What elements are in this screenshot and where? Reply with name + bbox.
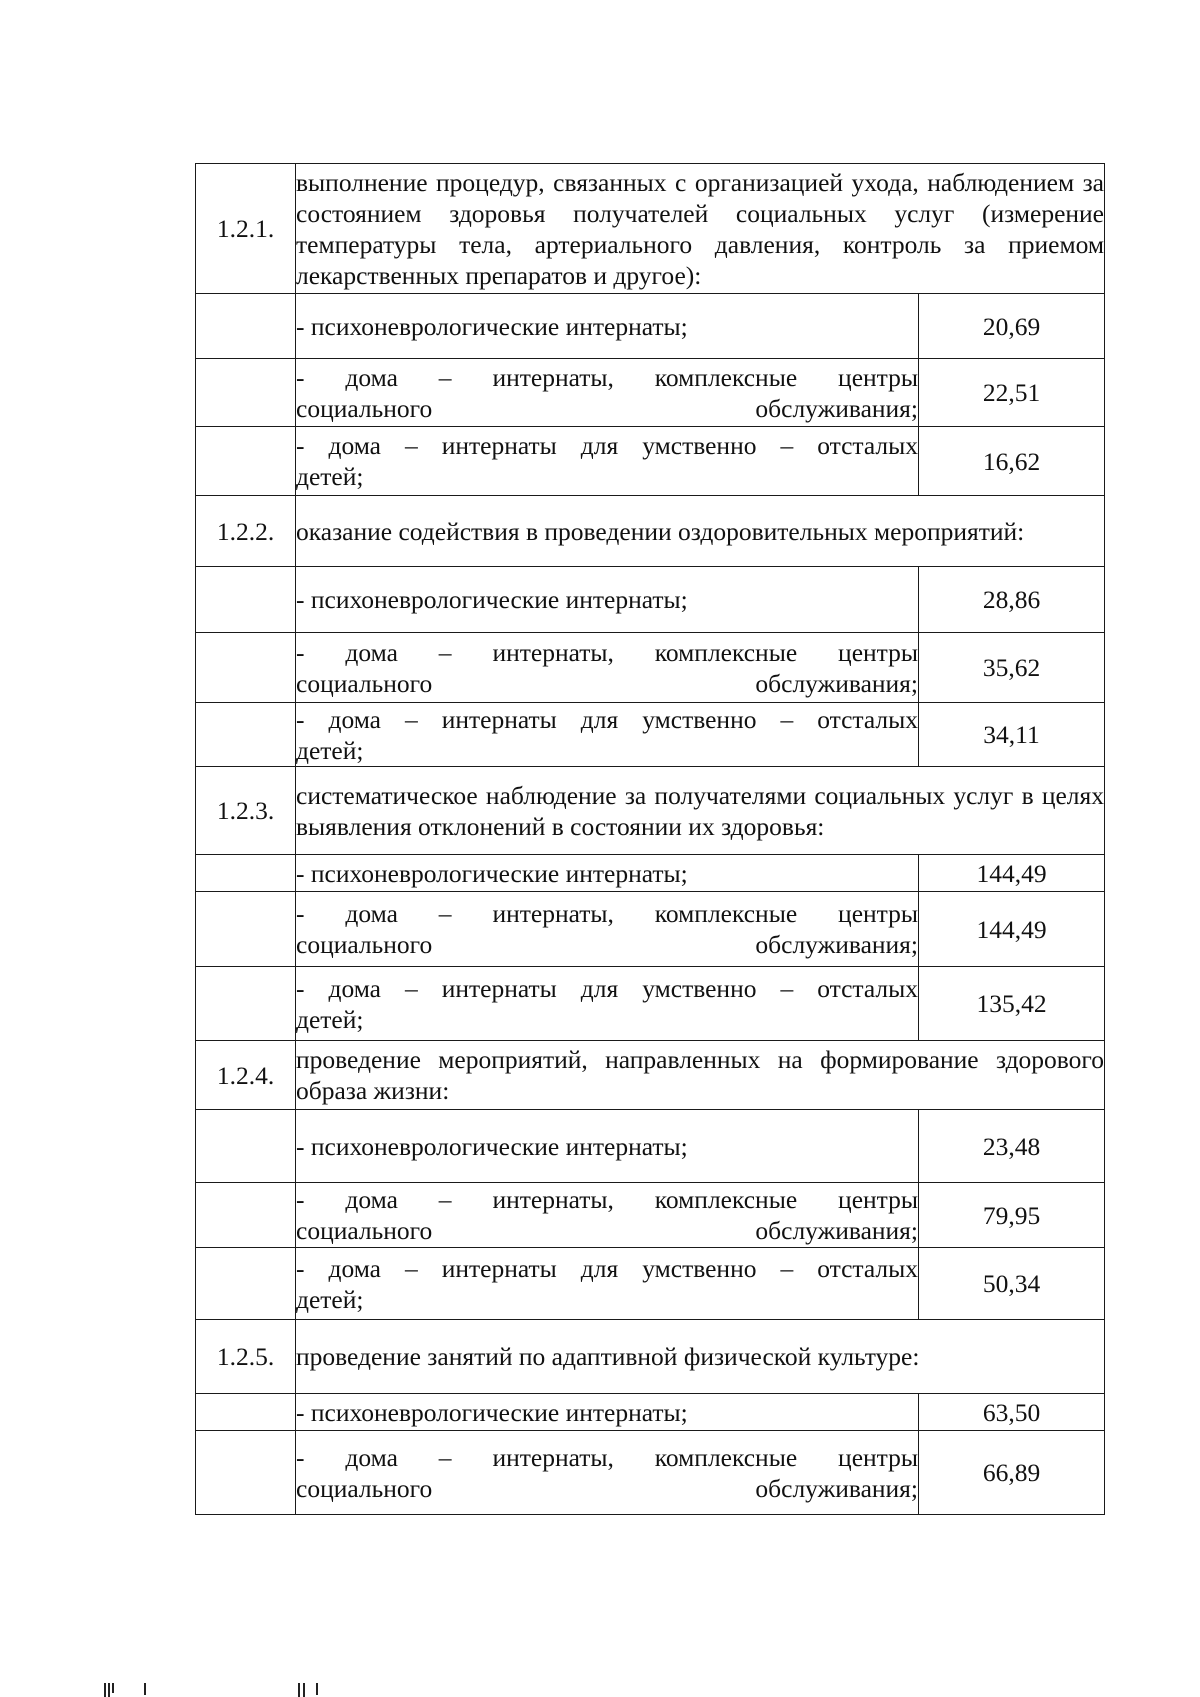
item-label-line: - дома – интернаты, комплексные центры (296, 362, 918, 392)
section-title: проведение мероприятий, направленных на формирование здорового образа жизни: (296, 1041, 1105, 1110)
item-value: 144,49 (919, 855, 1105, 892)
item-label-line: социального обслуживания; (296, 1216, 918, 1245)
item-value: 35,62 (919, 633, 1105, 703)
item-label: - психоневрологические интернаты; (296, 1110, 919, 1183)
empty-cell (196, 703, 296, 767)
item-label-line: детей; (296, 1004, 364, 1034)
item-label (296, 633, 919, 703)
tariff-table (195, 163, 1105, 1515)
item-label (296, 427, 919, 496)
item-label-line: социального обслуживания; (296, 393, 918, 423)
section-number: 1.2.4. (196, 1041, 296, 1110)
section-title: систематическое наблюдение за получателями социальных услуг в целях выявления отклонений в состоянии их здоровья: (296, 767, 1105, 855)
empty-cell (196, 1248, 296, 1320)
item-label (296, 892, 919, 967)
empty-cell (196, 633, 296, 703)
section-title: проведение занятий по адаптивной физической культуре: (296, 1320, 1105, 1394)
table-row (196, 1431, 1105, 1515)
empty-cell (196, 567, 296, 633)
item-label-line: - дома – интернаты для умственно – отсталых (296, 1253, 918, 1283)
section-number: 1.2.5. (196, 1320, 296, 1394)
table-row (196, 967, 1105, 1041)
empty-cell (196, 855, 296, 892)
item-label: - психоневрологические интернаты; (296, 1394, 919, 1431)
item-label-line: детей; (296, 1284, 364, 1314)
item-label (296, 359, 919, 427)
section-row (196, 767, 1105, 855)
item-value: 34,11 (919, 703, 1105, 767)
item-label-line: - дома – интернаты для умственно – отсталых (296, 973, 918, 1003)
table-row (196, 1183, 1105, 1248)
item-label-line: - дома – интернаты, комплексные центры (296, 1185, 918, 1214)
section-row (196, 1320, 1105, 1394)
section-title: выполнение процедур, связанных с организацией ухода, наблюдением за состоянием здоровья получателей социальных услуг (измерение температуры тела, артериального давления, контроль за приемом лекарственных препаратов и другое): (296, 164, 1105, 294)
table-row (196, 892, 1105, 967)
empty-cell (196, 892, 296, 967)
item-label-line: - дома – интернаты, комплексные центры (296, 1442, 918, 1472)
item-value: 135,42 (919, 967, 1105, 1041)
item-label-line: социального обслуживания; (296, 930, 918, 959)
table-row (196, 855, 1105, 892)
empty-cell (196, 1110, 296, 1183)
section-title: оказание содействия в проведении оздоровительных мероприятий: (296, 496, 1105, 567)
item-value: 20,69 (919, 294, 1105, 359)
item-value: 79,95 (919, 1183, 1105, 1248)
item-label: - психоневрологические интернаты; (296, 567, 919, 633)
table-row (196, 567, 1105, 633)
item-value: 28,86 (919, 567, 1105, 633)
item-label (296, 1431, 919, 1515)
empty-cell (196, 1431, 296, 1515)
table-row (196, 359, 1105, 427)
section-number: 1.2.3. (196, 767, 296, 855)
item-label-line: - дома – интернаты, комплексные центры (296, 899, 918, 928)
section-number: 1.2.1. (196, 164, 296, 294)
empty-cell (196, 427, 296, 496)
item-label-line: - дома – интернаты, комплексные центры (296, 637, 918, 667)
table-row (196, 427, 1105, 496)
item-label (296, 1248, 919, 1320)
item-label-line: - дома – интернаты для умственно – отсталых (296, 431, 918, 460)
section-row (196, 1041, 1105, 1110)
table-row (196, 1110, 1105, 1183)
empty-cell (196, 1394, 296, 1431)
item-label (296, 703, 919, 767)
item-label-line: социального обслуживания; (296, 668, 918, 698)
table-row (196, 294, 1105, 359)
item-value: 66,89 (919, 1431, 1105, 1515)
item-label-line: детей; (296, 462, 364, 491)
table-row (196, 1394, 1105, 1431)
table-row (196, 633, 1105, 703)
section-number: 1.2.2. (196, 496, 296, 567)
section-row (196, 496, 1105, 567)
item-value: 144,49 (919, 892, 1105, 967)
item-value: 63,50 (919, 1394, 1105, 1431)
empty-cell (196, 967, 296, 1041)
item-value: 16,62 (919, 427, 1105, 496)
item-label-line: - дома – интернаты для умственно – отсталых (296, 704, 918, 734)
item-label: - психоневрологические интернаты; (296, 855, 919, 892)
item-label (296, 967, 919, 1041)
item-label-line: социального обслуживания; (296, 1473, 918, 1503)
table-row (196, 703, 1105, 767)
empty-cell (196, 1183, 296, 1248)
empty-cell (196, 359, 296, 427)
item-label (296, 1183, 919, 1248)
item-label-line: детей; (296, 735, 364, 765)
table-row (196, 1248, 1105, 1320)
item-label: - психоневрологические интернаты; (296, 294, 919, 359)
empty-cell (196, 294, 296, 359)
section-row (196, 164, 1105, 294)
item-value: 22,51 (919, 359, 1105, 427)
item-value: 50,34 (919, 1248, 1105, 1320)
item-value: 23,48 (919, 1110, 1105, 1183)
